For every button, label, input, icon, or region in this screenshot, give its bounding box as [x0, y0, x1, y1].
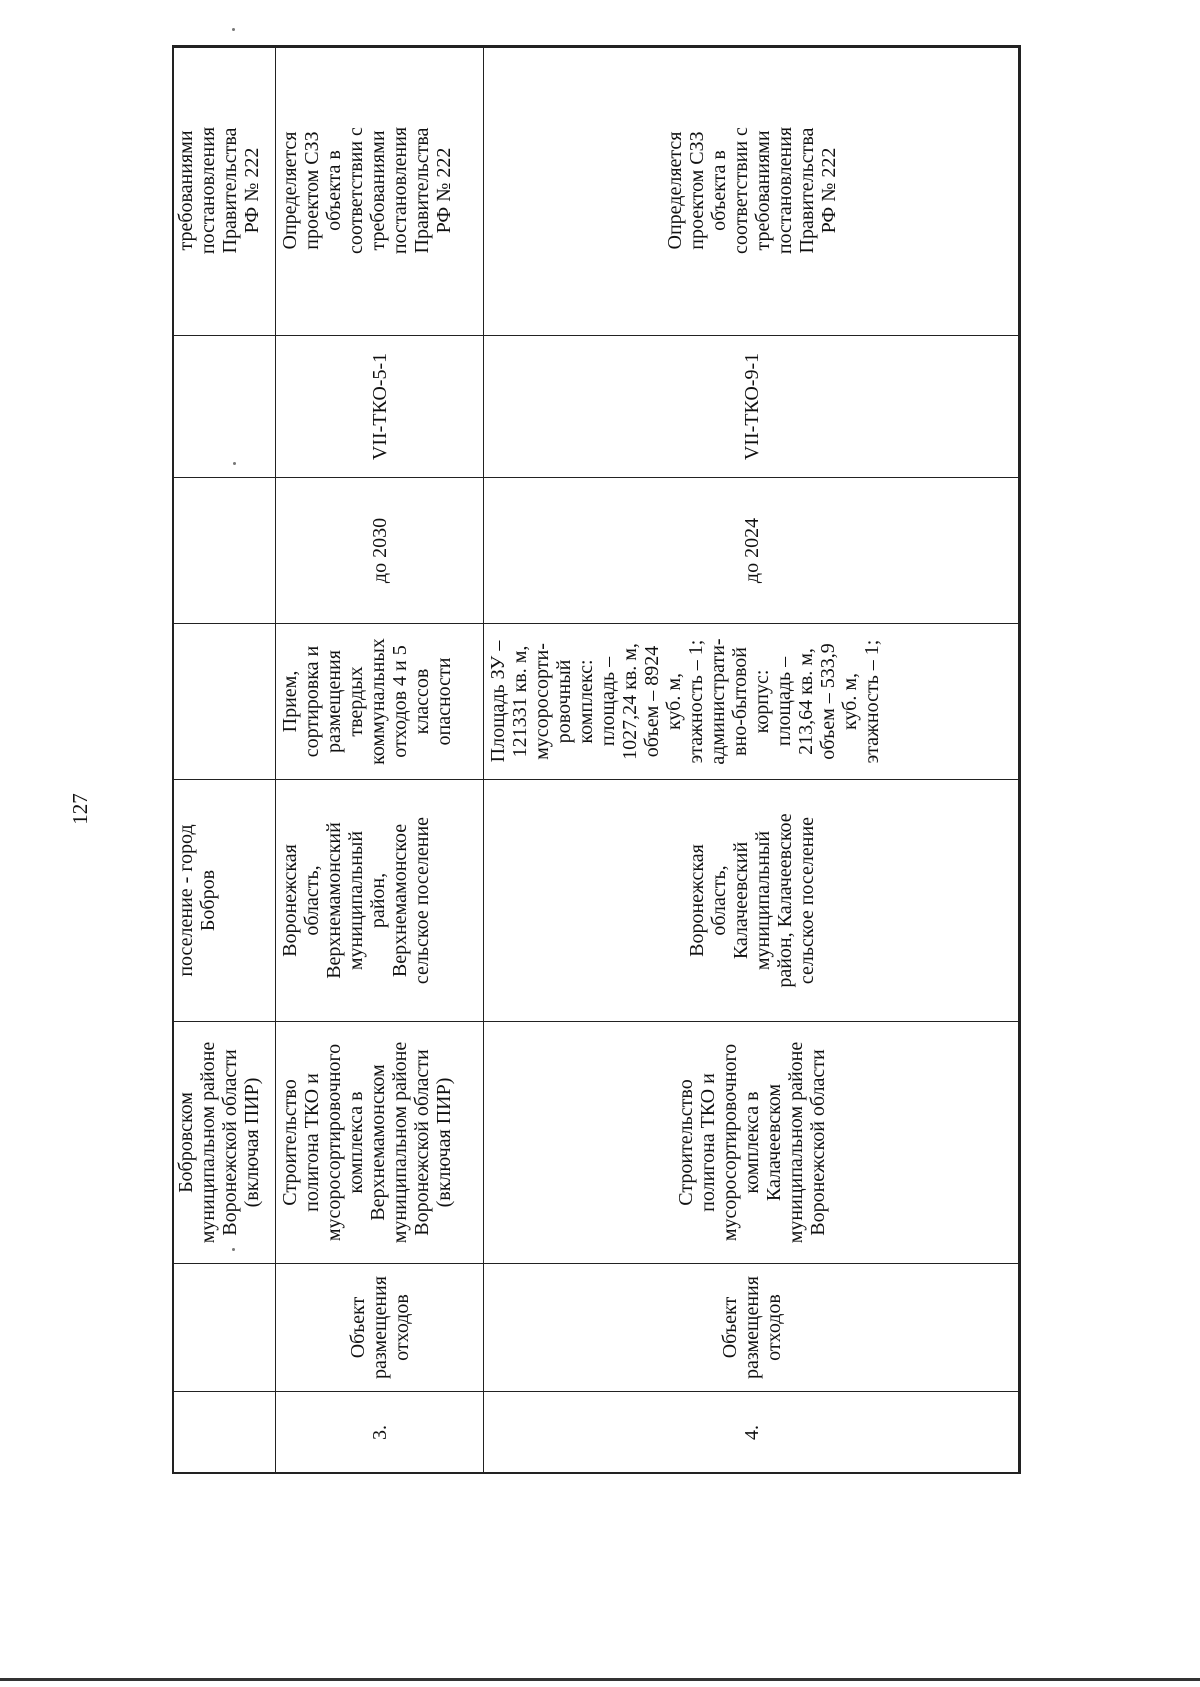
- scan-speck: [232, 28, 235, 31]
- sanitary-zone-cell: Определяется проектом СЗЗ объекта в соответствии с требованиями постановления Правительства РФ № 222: [484, 46, 1021, 336]
- row-number-cell: 4.: [484, 1392, 1021, 1474]
- sanitary-zone-cell: Определяется проектом СЗЗ объекта в соответствии с требованиями постановления Правительства РФ № 222: [276, 46, 484, 336]
- code-cell: VII-ТКО-5-1: [276, 336, 484, 478]
- object-name-cell: Строительство полигона ТКО и мусоросортировочного комплекса в Верхнемамонском муниципальном районе Воронежской области (включая ПИР): [276, 1022, 484, 1264]
- table-outer-border: [172, 46, 1020, 1474]
- characteristics-cell: Площадь ЗУ – 121331 кв. м, мусоросорти- ровочный комплекс: площадь – 1027,24 кв. м, объем – 8924 куб. м, этажность – 1; администрати- вно-бытовой корпус: площадь – 213,64 кв. м, объем – 533,9 куб. м, этажность – 1;: [484, 624, 1021, 780]
- period-cell: до 2024: [484, 478, 1021, 624]
- sanitary-zone-cell: требованиями постановления Правительства РФ № 222: [173, 46, 276, 336]
- scan-bottom-edge-line: [0, 1678, 1200, 1681]
- location-cell: поселение - город Бобров: [173, 780, 276, 1022]
- location-cell: Воронежская область, Верхнемамонский муниципальный район, Верхнемамонское сельское поселение: [276, 780, 484, 1022]
- scan-speck: [233, 462, 236, 465]
- row-number-cell: 3.: [276, 1392, 484, 1474]
- object-name-cell: Бобровском муниципальном районе Воронежской области (включая ПИР): [173, 1022, 276, 1264]
- code-cell: VII-ТКО-9-1: [484, 336, 1021, 478]
- scan-speck: [232, 1248, 235, 1251]
- period-cell: до 2030: [276, 478, 484, 624]
- location-cell: Воронежская область, Калачеевский муниципальный район, Калачеевское сельское поселение: [484, 780, 1021, 1022]
- object-name-cell: Строительство полигона ТКО и мусоросортировочного комплекса в Калачеевском муниципальном районе Воронежской области: [484, 1022, 1021, 1264]
- object-type-cell: Объект размещения отходов: [484, 1264, 1021, 1392]
- characteristics-cell: Прием, сортировка и размещения твердых коммунальных отходов 4 и 5 классов опасности: [276, 624, 484, 780]
- page-number: 127: [68, 793, 92, 825]
- object-type-cell: Объект размещения отходов: [276, 1264, 484, 1392]
